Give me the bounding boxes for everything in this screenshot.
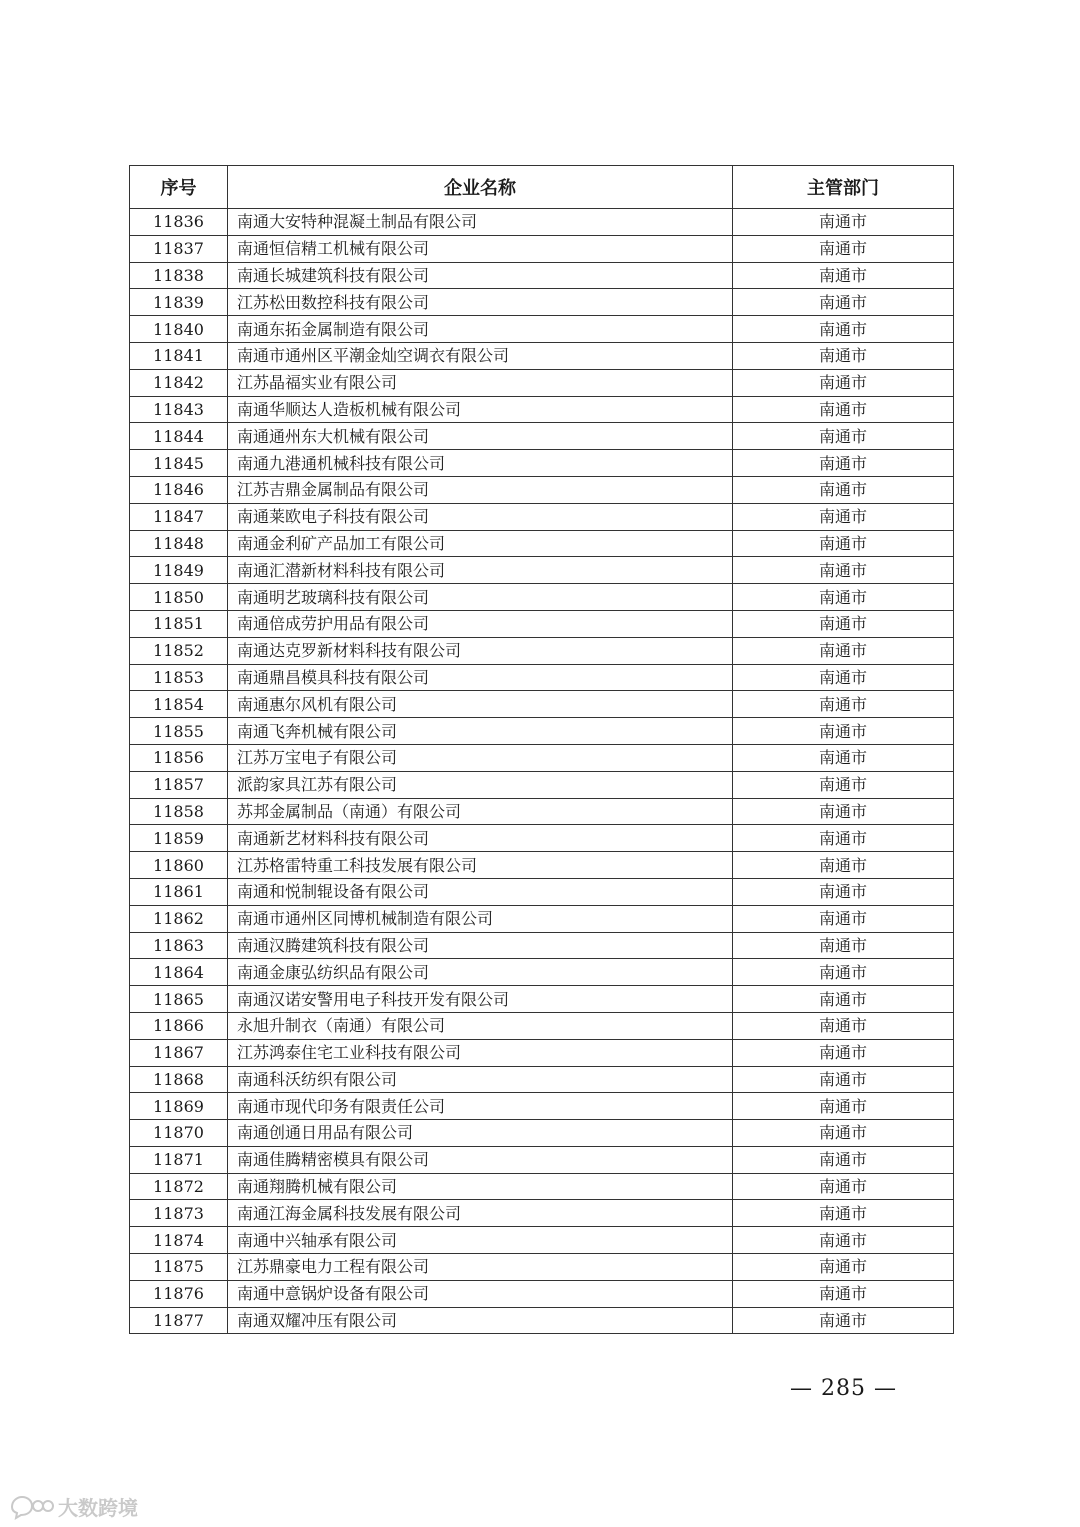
- cell-department: 南通市: [733, 1173, 954, 1200]
- cell-serial-number: 11863: [130, 932, 228, 959]
- cell-department: 南通市: [733, 289, 954, 316]
- cell-serial-number: 11851: [130, 610, 228, 637]
- cell-enterprise-name: 南通惠尔风机有限公司: [228, 691, 733, 718]
- page-number: — 285 —: [790, 1376, 897, 1401]
- cell-department: 南通市: [733, 1146, 954, 1173]
- cell-enterprise-name: 南通汉诺安警用电子科技开发有限公司: [228, 986, 733, 1013]
- cell-enterprise-name: 江苏格雷特重工科技发展有限公司: [228, 852, 733, 879]
- cell-enterprise-name: 南通新艺材料科技有限公司: [228, 825, 733, 852]
- table-row: [130, 342, 954, 369]
- cell-enterprise-name: 南通和悦制辊设备有限公司: [228, 878, 733, 905]
- cell-enterprise-name: 南通创通日用品有限公司: [228, 1120, 733, 1147]
- table-row: [130, 610, 954, 637]
- cell-serial-number: 11839: [130, 289, 228, 316]
- table-row: [130, 878, 954, 905]
- cell-serial-number: 11841: [130, 342, 228, 369]
- cell-enterprise-name: 南通中兴轴承有限公司: [228, 1227, 733, 1254]
- table-row: [130, 262, 954, 289]
- table-row: [130, 1146, 954, 1173]
- cell-serial-number: 11877: [130, 1307, 228, 1334]
- cell-enterprise-name: 江苏松田数控科技有限公司: [228, 289, 733, 316]
- cell-department: 南通市: [733, 691, 954, 718]
- cell-department: 南通市: [733, 1066, 954, 1093]
- cell-enterprise-name: 南通金康弘纺织品有限公司: [228, 959, 733, 986]
- cell-department: 南通市: [733, 664, 954, 691]
- cell-enterprise-name: 江苏万宝电子有限公司: [228, 744, 733, 771]
- cell-serial-number: 11860: [130, 852, 228, 879]
- cell-enterprise-name: 南通倍成劳护用品有限公司: [228, 610, 733, 637]
- cell-serial-number: 11871: [130, 1146, 228, 1173]
- header-department: 主管部门: [733, 166, 954, 209]
- cell-department: 南通市: [733, 1280, 954, 1307]
- cell-department: 南通市: [733, 316, 954, 343]
- cell-serial-number: 11844: [130, 423, 228, 450]
- cell-department: 南通市: [733, 1307, 954, 1334]
- cell-serial-number: 11859: [130, 825, 228, 852]
- cell-enterprise-name: 南通长城建筑科技有限公司: [228, 262, 733, 289]
- cell-enterprise-name: 南通东拓金属制造有限公司: [228, 316, 733, 343]
- cell-department: 南通市: [733, 235, 954, 262]
- cell-enterprise-name: 南通明艺玻璃科技有限公司: [228, 584, 733, 611]
- cell-enterprise-name: 南通双耀冲压有限公司: [228, 1307, 733, 1334]
- cell-department: 南通市: [733, 209, 954, 236]
- cell-serial-number: 11852: [130, 637, 228, 664]
- cell-enterprise-name: 江苏晶福实业有限公司: [228, 369, 733, 396]
- cell-serial-number: 11854: [130, 691, 228, 718]
- cell-department: 南通市: [733, 503, 954, 530]
- cell-department: 南通市: [733, 476, 954, 503]
- cell-serial-number: 11842: [130, 369, 228, 396]
- cell-serial-number: 11858: [130, 798, 228, 825]
- cell-enterprise-name: 南通达克罗新材料科技有限公司: [228, 637, 733, 664]
- cell-department: 南通市: [733, 744, 954, 771]
- table-row: [130, 316, 954, 343]
- cell-enterprise-name: 南通中意锅炉设备有限公司: [228, 1280, 733, 1307]
- cell-department: 南通市: [733, 771, 954, 798]
- cell-serial-number: 11868: [130, 1066, 228, 1093]
- table-row: [130, 852, 954, 879]
- cell-department: 南通市: [733, 530, 954, 557]
- cell-serial-number: 11867: [130, 1039, 228, 1066]
- table-row: [130, 476, 954, 503]
- table-row: [130, 691, 954, 718]
- cell-department: 南通市: [733, 369, 954, 396]
- cell-enterprise-name: 南通市通州区平潮金灿空调衣有限公司: [228, 342, 733, 369]
- header-enterprise-name: 企业名称: [228, 166, 733, 209]
- cell-serial-number: 11836: [130, 209, 228, 236]
- enterprise-table: [129, 165, 954, 1334]
- cell-department: 南通市: [733, 423, 954, 450]
- cell-serial-number: 11840: [130, 316, 228, 343]
- cell-serial-number: 11843: [130, 396, 228, 423]
- cell-department: 南通市: [733, 342, 954, 369]
- table-row: [130, 664, 954, 691]
- table-row: [130, 905, 954, 932]
- cell-enterprise-name: 永旭升制衣（南通）有限公司: [228, 1012, 733, 1039]
- cell-serial-number: 11874: [130, 1227, 228, 1254]
- cell-serial-number: 11857: [130, 771, 228, 798]
- cell-enterprise-name: 南通汇潜新材料科技有限公司: [228, 557, 733, 584]
- cell-enterprise-name: 南通鼎昌模具科技有限公司: [228, 664, 733, 691]
- cell-department: 南通市: [733, 1120, 954, 1147]
- cell-department: 南通市: [733, 825, 954, 852]
- table-row: [130, 235, 954, 262]
- cell-serial-number: 11850: [130, 584, 228, 611]
- table-row: [130, 718, 954, 745]
- cell-department: 南通市: [733, 878, 954, 905]
- cell-enterprise-name: 南通莱欧电子科技有限公司: [228, 503, 733, 530]
- table-row: [130, 1280, 954, 1307]
- table-row: [130, 530, 954, 557]
- cell-department: 南通市: [733, 450, 954, 477]
- cell-serial-number: 11870: [130, 1120, 228, 1147]
- cell-enterprise-name: 南通佳腾精密模具有限公司: [228, 1146, 733, 1173]
- watermark-text: 大数跨境: [58, 1496, 138, 1520]
- cell-department: 南通市: [733, 852, 954, 879]
- cell-enterprise-name: 南通翔腾机械有限公司: [228, 1173, 733, 1200]
- cell-department: 南通市: [733, 610, 954, 637]
- cell-enterprise-name: 江苏吉鼎金属制品有限公司: [228, 476, 733, 503]
- table-row: [130, 1012, 954, 1039]
- cell-enterprise-name: 南通科沃纺织有限公司: [228, 1066, 733, 1093]
- table-row: [130, 932, 954, 959]
- header-serial-number: 序号: [130, 166, 228, 209]
- table-row: [130, 450, 954, 477]
- cell-serial-number: 11849: [130, 557, 228, 584]
- table-row: [130, 209, 954, 236]
- chat-bubble-logo-icon: [8, 1494, 54, 1520]
- cell-serial-number: 11848: [130, 530, 228, 557]
- cell-enterprise-name: 江苏鸿泰住宅工业科技有限公司: [228, 1039, 733, 1066]
- cell-serial-number: 11869: [130, 1093, 228, 1120]
- watermark: [8, 1492, 138, 1521]
- cell-serial-number: 11866: [130, 1012, 228, 1039]
- cell-enterprise-name: 南通华顺达人造板机械有限公司: [228, 396, 733, 423]
- cell-serial-number: 11837: [130, 235, 228, 262]
- table-row: [130, 1227, 954, 1254]
- table-row: [130, 1066, 954, 1093]
- table-row: [130, 1254, 954, 1281]
- table-row: [130, 637, 954, 664]
- table-row: [130, 369, 954, 396]
- cell-department: 南通市: [733, 1200, 954, 1227]
- cell-serial-number: 11876: [130, 1280, 228, 1307]
- cell-department: 南通市: [733, 637, 954, 664]
- cell-enterprise-name: 南通汉腾建筑科技有限公司: [228, 932, 733, 959]
- cell-department: 南通市: [733, 986, 954, 1013]
- cell-department: 南通市: [733, 1227, 954, 1254]
- cell-enterprise-name: 南通九港通机械科技有限公司: [228, 450, 733, 477]
- cell-serial-number: 11873: [130, 1200, 228, 1227]
- table-row: [130, 1200, 954, 1227]
- table-row: [130, 1173, 954, 1200]
- cell-serial-number: 11855: [130, 718, 228, 745]
- cell-enterprise-name: 南通通州东大机械有限公司: [228, 423, 733, 450]
- cell-department: 南通市: [733, 932, 954, 959]
- table-row: [130, 798, 954, 825]
- cell-serial-number: 11875: [130, 1254, 228, 1281]
- table-row: [130, 396, 954, 423]
- table-row: [130, 584, 954, 611]
- cell-department: 南通市: [733, 798, 954, 825]
- table-row: [130, 744, 954, 771]
- cell-serial-number: 11865: [130, 986, 228, 1013]
- cell-enterprise-name: 南通市通州区同博机械制造有限公司: [228, 905, 733, 932]
- cell-department: 南通市: [733, 905, 954, 932]
- table-row: [130, 423, 954, 450]
- cell-department: 南通市: [733, 557, 954, 584]
- cell-enterprise-name: 南通飞奔机械有限公司: [228, 718, 733, 745]
- table-body: [130, 209, 954, 1334]
- cell-enterprise-name: 南通大安特种混凝土制品有限公司: [228, 209, 733, 236]
- cell-department: 南通市: [733, 396, 954, 423]
- cell-serial-number: 11861: [130, 878, 228, 905]
- table-row: [130, 986, 954, 1013]
- cell-serial-number: 11853: [130, 664, 228, 691]
- table-row: [130, 1039, 954, 1066]
- cell-enterprise-name: 南通金利矿产品加工有限公司: [228, 530, 733, 557]
- cell-department: 南通市: [733, 1093, 954, 1120]
- cell-serial-number: 11862: [130, 905, 228, 932]
- table-row: [130, 959, 954, 986]
- table-row: [130, 771, 954, 798]
- cell-department: 南通市: [733, 262, 954, 289]
- cell-serial-number: 11872: [130, 1173, 228, 1200]
- cell-enterprise-name: 派韵家具江苏有限公司: [228, 771, 733, 798]
- cell-enterprise-name: 南通恒信精工机械有限公司: [228, 235, 733, 262]
- cell-department: 南通市: [733, 1012, 954, 1039]
- cell-enterprise-name: 苏邦金属制品（南通）有限公司: [228, 798, 733, 825]
- cell-enterprise-name: 南通市现代印务有限责任公司: [228, 1093, 733, 1120]
- table-row: [130, 503, 954, 530]
- table-row: [130, 289, 954, 316]
- cell-department: 南通市: [733, 718, 954, 745]
- table-row: [130, 557, 954, 584]
- cell-serial-number: 11838: [130, 262, 228, 289]
- cell-department: 南通市: [733, 959, 954, 986]
- cell-serial-number: 11847: [130, 503, 228, 530]
- table-row: [130, 1093, 954, 1120]
- cell-serial-number: 11846: [130, 476, 228, 503]
- cell-department: 南通市: [733, 584, 954, 611]
- table-row: [130, 825, 954, 852]
- cell-enterprise-name: 南通江海金属科技发展有限公司: [228, 1200, 733, 1227]
- cell-department: 南通市: [733, 1254, 954, 1281]
- table-row: [130, 1120, 954, 1147]
- table-header-row: [130, 166, 954, 209]
- cell-serial-number: 11856: [130, 744, 228, 771]
- cell-serial-number: 11864: [130, 959, 228, 986]
- cell-enterprise-name: 江苏鼎豪电力工程有限公司: [228, 1254, 733, 1281]
- table-row: [130, 1307, 954, 1334]
- cell-serial-number: 11845: [130, 450, 228, 477]
- cell-department: 南通市: [733, 1039, 954, 1066]
